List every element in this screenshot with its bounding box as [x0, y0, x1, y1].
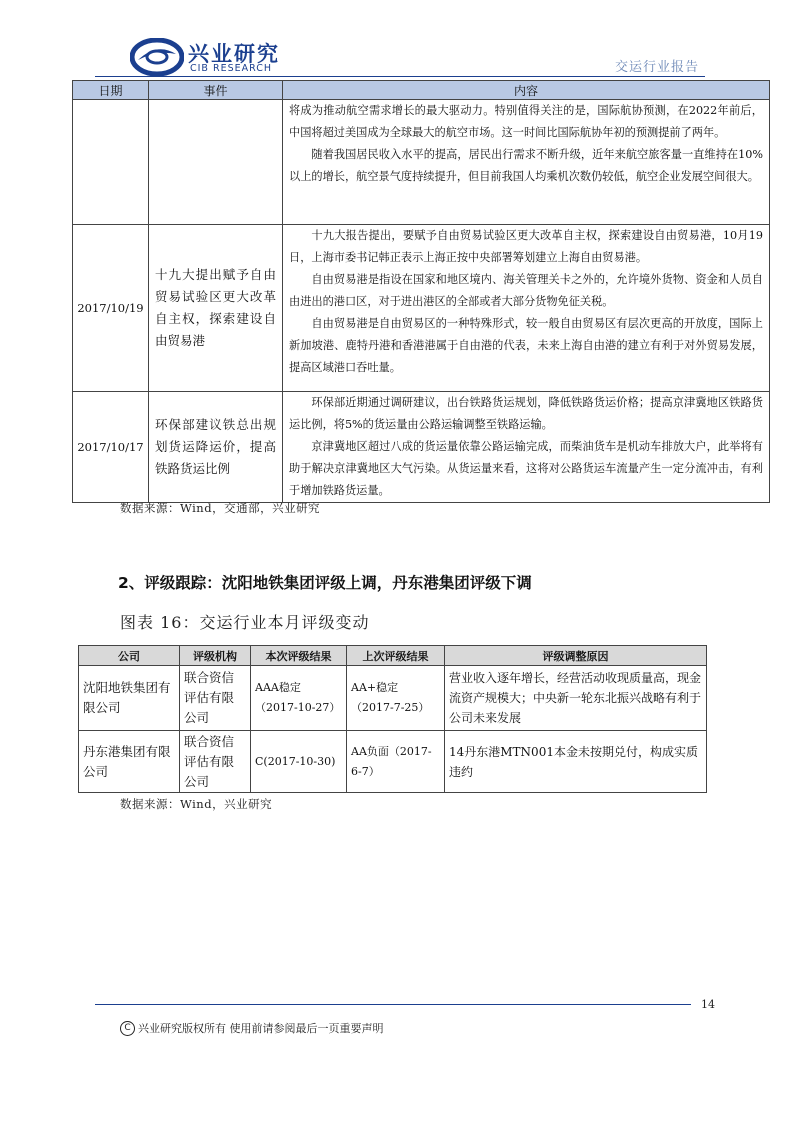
cib-research-logo — [130, 38, 300, 78]
content-paragraph: 京津冀地区超过八成的货运量依靠公路运输完成，而柴油货车是机动车排放大户，此举将有助于解决京津冀地区大气污染。从货运量来看，这将对公路货运车流量产生一定分流冲击，有利于增加铁路货运量。 — [289, 440, 763, 497]
col-header-reason: 评级调整原因 — [445, 646, 707, 666]
col-header-previous-rating: 上次评级结果 — [347, 646, 445, 666]
report-type-label: 交运行业报告 — [614, 60, 699, 75]
row-date: 2017/10/19 — [73, 225, 149, 392]
table-row — [79, 666, 707, 731]
content-paragraph: 自由贸易港是指设在国家和地区境内、海关管理关卡之外的，允许境外货物、资金和人员自由进出的港口区，对于进出港区的全部或者大部分货物免征关税。 — [289, 273, 763, 308]
content-paragraph: 十九大报告提出，要赋予自由贸易试验区更大改革自主权，探索建设自由贸易港，10月19日，上海市委书记韩正表示上海正按中央部署筹划建立上海自由贸易港。 — [289, 229, 763, 264]
table-row — [79, 731, 707, 793]
content-paragraph: 将成为推动航空需求增长的最大驱动力。特别值得关注的是，国际航协预测，在2022年前后，中国将超过美国成为全球最大的航空市场。这一时间比国际航协年初的预测提前了两年。 — [289, 104, 763, 139]
row-content — [283, 100, 770, 225]
row-event — [149, 100, 283, 225]
agency-cell: 联合资信评估有限公司 — [180, 731, 251, 793]
current-rating-cell: AAA稳定（2017-10-27） — [251, 666, 347, 731]
col-header-company: 公司 — [79, 646, 180, 666]
col-header-current-rating: 本次评级结果 — [251, 646, 347, 666]
reason-cell: 营业收入逐年增长，经营活动收现质量高，现金流资产规模大；中央新一轮东北振兴战略有利于公司未来发展 — [445, 666, 707, 731]
row-content — [283, 392, 770, 503]
row-event: 十九大提出赋予自由贸易试验区更大改革自主权，探索建设自由贸易港 — [149, 225, 283, 392]
cib-logo-icon — [130, 38, 184, 76]
row-date: 2017/10/17 — [73, 392, 149, 503]
ratings-table-header — [79, 646, 707, 666]
previous-rating-cell: AA负面（2017-6-7） — [347, 731, 445, 793]
row-event: 环保部建议铁总出规划货运降运价，提高铁路货运比例 — [149, 392, 283, 503]
col-header-event: 事件 — [149, 81, 283, 100]
reason-cell: 14丹东港MTN001本金未按期兑付，构成实质违约 — [445, 731, 707, 793]
table-row — [73, 100, 770, 225]
header-divider — [95, 76, 705, 77]
company-cell: 丹东港集团有限公司 — [79, 731, 180, 793]
content-paragraph: 随着我国居民收入水平的提高，居民出行需求不断升级，近年来航空旅客量一直维持在10%以上的增长，航空景气度持续提升，但目前我国人均乘机次数仍较低，航空企业发展空间很大。 — [289, 148, 763, 183]
section-heading: 2、评级跟踪：沈阳地铁集团评级上调，丹东港集团评级下调 — [118, 574, 532, 592]
row-content — [283, 225, 770, 392]
company-cell: 沈阳地铁集团有限公司 — [79, 666, 180, 731]
col-header-date: 日期 — [73, 81, 149, 100]
ratings-table — [78, 645, 707, 793]
col-header-content: 内容 — [283, 81, 770, 100]
table2-source: 数据来源：Wind，兴业研究 — [120, 797, 273, 811]
page-number: 14 — [701, 998, 715, 1011]
content-paragraph: 环保部近期通过调研建议，出台铁路货运规划，降低铁路货运价格；提高京津冀地区铁路货运比例，将5%的货运量由公路运输调整至铁路运输。 — [289, 396, 763, 431]
table-row — [73, 225, 770, 392]
copyright-icon: C — [120, 1021, 135, 1036]
table1-source: 数据来源：Wind，交通部，兴业研究 — [120, 501, 321, 515]
copyright-notice — [120, 1020, 384, 1036]
previous-rating-cell: AA+稳定（2017-7-25） — [347, 666, 445, 731]
copyright-text: 兴业研究版权所有 使用前请参阅最后一页重要声明 — [138, 1022, 384, 1035]
logo-text-cn: 兴业研究 — [188, 42, 280, 66]
agency-cell: 联合资信评估有限公司 — [180, 666, 251, 731]
footer-divider — [95, 1004, 691, 1005]
content-paragraph: 自由贸易港是自由贸易区的一种特殊形式，较一般自由贸易区有层次更高的开放度，国际上新加坡港、鹿特丹港和香港港属于自由港的代表，未来上海自由港的建立有利于对外贸易发展，提高区域港口吞吐量。 — [289, 317, 763, 374]
events-table — [72, 80, 770, 503]
current-rating-cell: C(2017-10-30) — [251, 731, 347, 793]
events-table-header — [73, 81, 770, 100]
col-header-agency: 评级机构 — [180, 646, 251, 666]
row-date — [73, 100, 149, 225]
figure-title: 图表 16：交运行业本月评级变动 — [120, 613, 370, 632]
logo-text-en: CIB RESEARCH — [190, 63, 273, 74]
table-row — [73, 392, 770, 503]
